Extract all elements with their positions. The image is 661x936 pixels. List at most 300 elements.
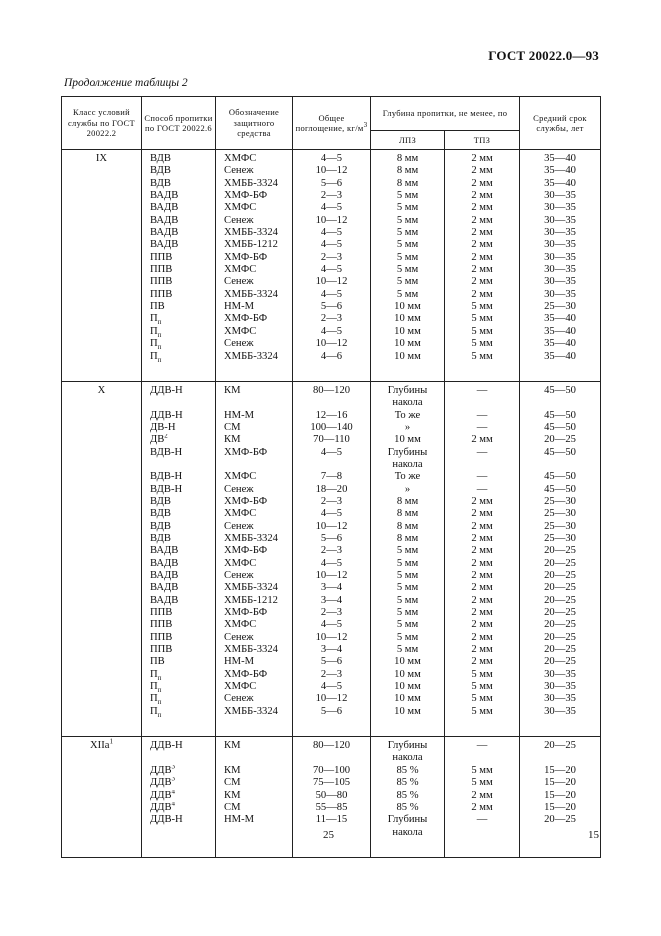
depth-tpz-value: 2 мм — [471, 582, 493, 594]
impregnant-value: НМ-М — [224, 301, 255, 313]
service-life-value: 45—50 — [544, 409, 576, 421]
method-code: ППВ — [150, 288, 173, 300]
impregnant-value: СМ — [224, 421, 241, 433]
impregnant-value: ХМФС — [224, 557, 257, 569]
impregnant-value: ХМФ-БФ — [224, 668, 268, 680]
absorption-value: 5—6 — [320, 705, 343, 717]
depth-tpz-value: 2 мм — [471, 227, 493, 239]
service-life-value: 30—35 — [544, 693, 576, 705]
method-value — [150, 422, 215, 434]
method-code: ВАДВ — [150, 570, 179, 581]
service-life-value: 30—35 — [544, 668, 576, 680]
impregnant-value: ХМББ-3324 — [224, 705, 278, 717]
impregnant-value: Сенеж — [224, 214, 254, 226]
service-class: X — [97, 384, 106, 396]
depth-tpz-value: 5 мм — [471, 681, 493, 693]
service-life-value: 30—35 — [544, 264, 576, 276]
method-value — [150, 484, 215, 496]
absorption-value: 4—5 — [320, 508, 343, 520]
depth-tpz-value: 2 мм — [471, 508, 493, 520]
method-code: П — [150, 350, 158, 362]
method-footnote: 2 — [164, 434, 168, 440]
method-value — [150, 471, 215, 483]
depth-tpz-value: 5 мм — [471, 350, 493, 362]
impregnant-value: НМ-М — [224, 656, 255, 668]
service-life-value: 20—25 — [544, 545, 576, 557]
method-code: ВАДВ — [150, 557, 179, 569]
method-code: ВДВ-Н — [150, 446, 183, 458]
method-code: ДДВ-Н — [150, 814, 183, 826]
depth-lpz-value: 5 мм — [396, 202, 419, 214]
service-life-value: 45—50 — [544, 471, 576, 483]
method-value — [150, 790, 215, 802]
service-life-value: 20—25 — [544, 434, 576, 446]
depth-lpz-value: 10 мм — [394, 693, 421, 705]
method-value — [150, 777, 215, 789]
method-value — [150, 276, 215, 288]
depth-lpz-value: 10 мм — [394, 338, 421, 350]
service-life-value: 20—25 — [544, 740, 576, 752]
table-group-row — [62, 150, 601, 382]
service-life-value: 20—25 — [544, 594, 576, 606]
depth-tpz-value: 2 мм — [471, 165, 493, 177]
impregnant-cell — [216, 150, 293, 382]
service-life-value: 45—50 — [544, 421, 576, 433]
absorption-value: 2—3 — [320, 668, 343, 680]
impregnant-value: Сенеж — [224, 570, 254, 581]
method-value — [150, 706, 215, 718]
service-life-value: 30—35 — [544, 227, 576, 239]
service-life-value: 20—25 — [544, 814, 576, 826]
service-life-value: 20—25 — [544, 607, 576, 619]
method-code: ППВ — [150, 276, 173, 288]
absorption-value: 2—3 — [320, 545, 343, 557]
method-code: ВДВ — [150, 165, 171, 177]
method-value — [150, 313, 215, 325]
service-life-value: 20—25 — [544, 644, 576, 656]
method-code: ДДВ-Н — [150, 740, 183, 752]
method-code: ППВ — [150, 619, 173, 631]
method-subscript: п — [157, 673, 162, 682]
method-value — [150, 656, 215, 668]
impregnant-value: ХМББ-3324 — [224, 227, 278, 239]
impregnant-value: ХМФС — [224, 471, 257, 483]
absorption-value: 100—140 — [310, 421, 353, 433]
depth-tpz-value: 2 мм — [471, 644, 493, 656]
depth-lpz-value: 5 мм — [396, 288, 419, 300]
depth-lpz-value: 10 мм — [394, 434, 421, 446]
depth-lpz-value: 5 мм — [396, 570, 419, 581]
method-cell — [142, 381, 216, 736]
depth-lpz-value: 8 мм — [396, 532, 419, 544]
service-life-value: 35—40 — [544, 338, 576, 350]
absorption-value: 10—12 — [315, 165, 348, 177]
method-code: П — [150, 325, 158, 337]
impregnant-value: КМ — [224, 434, 241, 446]
depth-tpz-value: 2 мм — [471, 177, 493, 189]
depth-lpz-value: 10 мм — [394, 325, 421, 337]
depth-tpz-value: 2 мм — [471, 801, 493, 813]
impregnant-value: ХМББ-3324 — [224, 644, 278, 656]
method-code: ДДВ — [150, 777, 172, 789]
header-life: Средний срок службы, лет — [520, 97, 601, 150]
method-code: ППВ — [150, 607, 173, 619]
impregnant-value: НМ-М — [224, 814, 255, 826]
depth-tpz-value: 5 мм — [471, 325, 493, 337]
table-continuation-caption: Продолжение таблицы 2 — [64, 77, 188, 89]
depth-tpz-value: 2 мм — [471, 153, 493, 164]
service-life-value: 30—35 — [544, 239, 576, 251]
depth-tpz-value: — — [476, 814, 488, 826]
depth-lpz-value: 10 мм — [394, 350, 421, 362]
method-subscript: п — [157, 318, 162, 326]
absorption-value: 7—8 — [320, 471, 343, 483]
method-code: ДДВ — [150, 801, 172, 813]
service-life-cell — [520, 150, 601, 382]
depth-tpz-value: 5 мм — [471, 777, 493, 789]
service-life-value: 20—25 — [544, 631, 576, 643]
depth-lpz-value: 10 мм — [394, 313, 421, 325]
impregnant-value: Сенеж — [224, 693, 254, 705]
impregnant-value: Сенеж — [224, 338, 254, 350]
absorption-value: 70—110 — [313, 434, 350, 446]
absorption-cell — [293, 381, 371, 736]
depth-lpz-value: 10 мм — [394, 681, 421, 693]
absorption-value: 80—120 — [312, 384, 351, 396]
depth-lpz-value: 5 мм — [396, 545, 419, 557]
header-class: Класс условий службы по ГОСТ 20022.2 — [62, 97, 142, 150]
method-value — [150, 447, 215, 472]
impregnant-value: ХМФС — [224, 508, 257, 520]
absorption-value: 10—12 — [315, 520, 348, 532]
method-code: ВДВ — [150, 508, 171, 520]
depth-lpz-value: 8 мм — [396, 153, 419, 164]
depth-lpz-value: накола — [392, 752, 423, 764]
impregnant-value: ХМББ-3324 — [224, 350, 278, 362]
header-depth: Глубина пропитки, не менее, по — [371, 97, 520, 131]
impregnant-value: СМ — [224, 777, 241, 789]
depth-tpz-value: 2 мм — [471, 251, 493, 263]
depth-tpz-cell — [445, 381, 520, 736]
impregnant-value: Сенеж — [224, 483, 254, 495]
method-value — [150, 227, 215, 239]
method-code: ВАДВ — [150, 190, 179, 202]
depth-lpz-value: 5 мм — [396, 582, 419, 594]
impregnant-value: ХМББ-1212 — [224, 594, 278, 606]
absorption-value: 10—12 — [315, 570, 348, 581]
depth-lpz-value: 8 мм — [396, 508, 419, 520]
service-life-value: 45—50 — [544, 446, 576, 458]
depth-tpz-value: 2 мм — [471, 607, 493, 619]
table-group-row — [62, 381, 601, 736]
depth-lpz-value: 5 мм — [396, 227, 419, 239]
absorption-value: 70—100 — [312, 764, 351, 776]
method-value — [150, 301, 215, 313]
absorption-value: 12—16 — [315, 409, 348, 421]
depth-lpz-value: 85 % — [396, 777, 419, 789]
service-life-value: 45—50 — [544, 384, 576, 396]
method-value — [150, 814, 215, 839]
method-value — [150, 178, 215, 190]
depth-tpz-value: 2 мм — [471, 532, 493, 544]
method-value — [150, 165, 215, 177]
service-life-value: 30—35 — [544, 276, 576, 288]
method-subscript: п — [157, 686, 162, 694]
depth-lpz-value: накола — [392, 458, 423, 470]
wood-treatment-table — [61, 96, 601, 858]
depth-tpz-value: 2 мм — [471, 520, 493, 532]
service-life-value: 15—20 — [544, 789, 576, 801]
depth-lpz-cell — [371, 381, 445, 736]
depth-tpz-value: 5 мм — [471, 338, 493, 350]
method-code: ВАДВ — [150, 582, 179, 594]
method-code: ВДВ — [150, 177, 171, 189]
depth-tpz-value: — — [476, 384, 488, 396]
method-value — [150, 558, 215, 570]
depth-tpz-value: — — [476, 446, 488, 458]
header-lpz: ЛПЗ — [371, 131, 445, 150]
depth-lpz-value: 85 % — [396, 801, 419, 813]
service-life-value: 35—40 — [544, 350, 576, 362]
method-value — [150, 570, 215, 582]
depth-tpz-value: 5 мм — [471, 764, 493, 776]
method-footnote: 4 — [171, 789, 176, 795]
service-class-cell — [62, 150, 142, 382]
method-code: ВАДВ — [150, 214, 179, 226]
method-code: ДДВ-Н — [150, 384, 183, 396]
method-code: П — [150, 338, 158, 350]
impregnant-value: ХМФС — [224, 153, 257, 164]
depth-lpz-value: 85 % — [396, 764, 419, 776]
depth-tpz-value: 2 мм — [471, 656, 493, 668]
absorption-value: 3—4 — [320, 644, 343, 656]
depth-lpz-cell — [371, 150, 445, 382]
absorption-value: 4—5 — [320, 288, 343, 300]
method-code: П — [150, 705, 158, 717]
method-code: ВДВ-Н — [150, 483, 183, 495]
method-value — [150, 595, 215, 607]
depth-tpz-cell — [445, 737, 520, 858]
absorption-value: 4—5 — [320, 264, 343, 276]
method-code: ППВ — [150, 264, 173, 276]
service-life-value: 25—30 — [544, 508, 576, 520]
depth-tpz-value: 5 мм — [471, 693, 493, 705]
service-life-value: 35—40 — [544, 177, 576, 189]
depth-tpz-value: 2 мм — [471, 619, 493, 631]
method-value — [150, 545, 215, 557]
method-code: ПВ — [150, 656, 165, 668]
header-absorption-text: Общее поглощение, кг/м — [295, 112, 364, 133]
method-value — [150, 434, 215, 446]
absorption-value: 4—5 — [320, 619, 343, 631]
page-number: 25 — [323, 829, 334, 841]
absorption-value: 3—4 — [320, 594, 343, 606]
depth-lpz-value: Глубины — [387, 740, 428, 752]
method-code: ВАДВ — [150, 227, 179, 239]
impregnant-value: СМ — [224, 801, 241, 813]
impregnant-value: ХМФ-БФ — [224, 446, 268, 458]
depth-lpz-value: 10 мм — [394, 656, 421, 668]
service-life-value: 20—25 — [544, 656, 576, 668]
depth-tpz-value: 2 мм — [471, 545, 493, 557]
method-code: ВАДВ — [150, 545, 179, 557]
impregnant-value: КМ — [224, 764, 241, 776]
method-value — [150, 740, 215, 765]
depth-lpz-value: 5 мм — [396, 251, 419, 263]
method-code: ДДВ — [150, 789, 172, 801]
impregnant-value: ХМФ-БФ — [224, 545, 268, 557]
impregnant-value: ХМФС — [224, 264, 257, 276]
sheet-number: 15 — [588, 829, 599, 841]
depth-tpz-cell — [445, 150, 520, 382]
absorption-value: 10—12 — [315, 214, 348, 226]
absorption-cell — [293, 150, 371, 382]
absorption-value: 18—20 — [315, 483, 348, 495]
depth-tpz-value: 2 мм — [471, 276, 493, 288]
method-footnote: 4 — [171, 801, 176, 808]
service-class-note: 1 — [109, 737, 113, 746]
service-life-value: 35—40 — [544, 165, 576, 177]
method-value — [150, 338, 215, 350]
method-value — [150, 669, 215, 681]
service-life-value: 20—25 — [544, 557, 576, 569]
impregnant-value: ХМББ-3324 — [224, 582, 278, 594]
depth-lpz-value: 5 мм — [396, 644, 419, 656]
method-value — [150, 496, 215, 508]
header-method: Способ пропитки по ГОСТ 20022.6 — [142, 97, 216, 150]
absorption-value: 11—15 — [315, 814, 348, 826]
depth-lpz-value: 5 мм — [396, 594, 419, 606]
service-life-value: 30—35 — [544, 251, 576, 263]
method-value — [150, 693, 215, 705]
impregnant-value: Сенеж — [224, 165, 254, 177]
service-life-value: 25—30 — [544, 495, 576, 507]
method-code: ВАДВ — [150, 202, 179, 214]
method-cell — [142, 737, 216, 858]
absorption-value: 2—3 — [320, 313, 343, 325]
document-standard-number: ГОСТ 20022.0—93 — [488, 48, 599, 63]
depth-tpz-value: 2 мм — [471, 570, 493, 581]
impregnant-value: ХМФС — [224, 681, 257, 693]
depth-lpz-value: 5 мм — [396, 214, 419, 226]
method-value — [150, 508, 215, 520]
depth-tpz-value: — — [476, 471, 488, 483]
service-life-value: 35—40 — [544, 153, 576, 164]
method-value — [150, 765, 215, 777]
depth-lpz-value: 5 мм — [396, 190, 419, 202]
impregnant-value: НМ-М — [224, 409, 255, 421]
absorption-value: 3—4 — [320, 582, 343, 594]
depth-lpz-value: 5 мм — [396, 607, 419, 619]
depth-lpz-value: 8 мм — [396, 520, 419, 532]
depth-lpz-cell — [371, 737, 445, 858]
service-life-value: 15—20 — [544, 764, 576, 776]
depth-lpz-value: 5 мм — [396, 631, 419, 643]
absorption-value: 5—6 — [320, 301, 343, 313]
absorption-value: 4—5 — [320, 202, 343, 214]
depth-lpz-value: Глубины — [387, 384, 428, 396]
method-code: П — [150, 693, 158, 705]
absorption-value: 4—5 — [320, 227, 343, 239]
method-code: ВДВ-Н — [150, 471, 183, 483]
impregnant-value: Сенеж — [224, 276, 254, 288]
impregnant-value: ХМББ-1212 — [224, 239, 278, 251]
absorption-value: 5—6 — [320, 656, 343, 668]
impregnant-value: Сенеж — [224, 631, 254, 643]
absorption-value: 10—12 — [315, 338, 348, 350]
method-value — [150, 202, 215, 214]
impregnant-value: КМ — [224, 740, 241, 752]
service-life-value: 30—35 — [544, 190, 576, 202]
impregnant-value: Сенеж — [224, 520, 254, 532]
method-value — [150, 644, 215, 656]
depth-tpz-value: — — [476, 483, 488, 495]
impregnant-value: ХМФ-БФ — [224, 190, 268, 202]
method-code: П — [150, 668, 158, 680]
absorption-value: 4—5 — [320, 153, 343, 164]
service-life-value: 30—35 — [544, 202, 576, 214]
service-life-value: 15—20 — [544, 801, 576, 813]
impregnant-value: ХМББ-3324 — [224, 288, 278, 300]
absorption-value: 4—5 — [320, 557, 343, 569]
absorption-value: 2—3 — [320, 495, 343, 507]
absorption-value: 4—5 — [320, 325, 343, 337]
depth-tpz-value: 2 мм — [471, 557, 493, 569]
impregnant-value: ХМФ-БФ — [224, 251, 268, 263]
service-class: IX — [95, 153, 108, 164]
method-value — [150, 215, 215, 227]
depth-lpz-value: накола — [392, 826, 423, 838]
service-life-value: 20—25 — [544, 582, 576, 594]
impregnant-value: КМ — [224, 384, 241, 396]
depth-lpz-value: накола — [392, 397, 423, 409]
impregnant-value: ХМББ-3324 — [224, 532, 278, 544]
depth-tpz-value: — — [476, 409, 488, 421]
method-code: ВДВ — [150, 520, 171, 532]
depth-tpz-value: 2 мм — [471, 594, 493, 606]
method-code: ППВ — [150, 631, 173, 643]
depth-lpz-value: 8 мм — [396, 177, 419, 189]
depth-lpz-value: Глубины — [387, 814, 428, 826]
method-value — [150, 153, 215, 165]
depth-tpz-value: 5 мм — [471, 313, 493, 325]
depth-lpz-value: То же — [394, 471, 421, 483]
depth-tpz-value: 2 мм — [471, 202, 493, 214]
absorption-value: 75—105 — [312, 777, 351, 789]
absorption-value: 5—6 — [320, 532, 343, 544]
method-code: ППВ — [150, 644, 173, 656]
method-value — [150, 681, 215, 693]
impregnant-value: ХМФ-БФ — [224, 313, 268, 325]
impregnant-value: ХМФ-БФ — [224, 495, 268, 507]
header-tpz: ТПЗ — [445, 131, 520, 150]
method-value — [150, 410, 215, 422]
absorption-value: 2—3 — [320, 190, 343, 202]
depth-tpz-value: 2 мм — [471, 495, 493, 507]
method-subscript: п — [157, 355, 162, 363]
method-subscript: п — [157, 343, 162, 351]
service-life-value: 30—35 — [544, 288, 576, 300]
method-code: ВДВ — [150, 153, 171, 164]
method-value — [150, 239, 215, 251]
depth-tpz-value: 2 мм — [471, 288, 493, 300]
method-value — [150, 619, 215, 631]
service-life-value: 35—40 — [544, 313, 576, 325]
impregnant-value: ХМФС — [224, 325, 257, 337]
method-footnote: 3 — [171, 777, 176, 783]
method-code: ВДВ — [150, 495, 171, 507]
depth-lpz-value: 8 мм — [396, 495, 419, 507]
